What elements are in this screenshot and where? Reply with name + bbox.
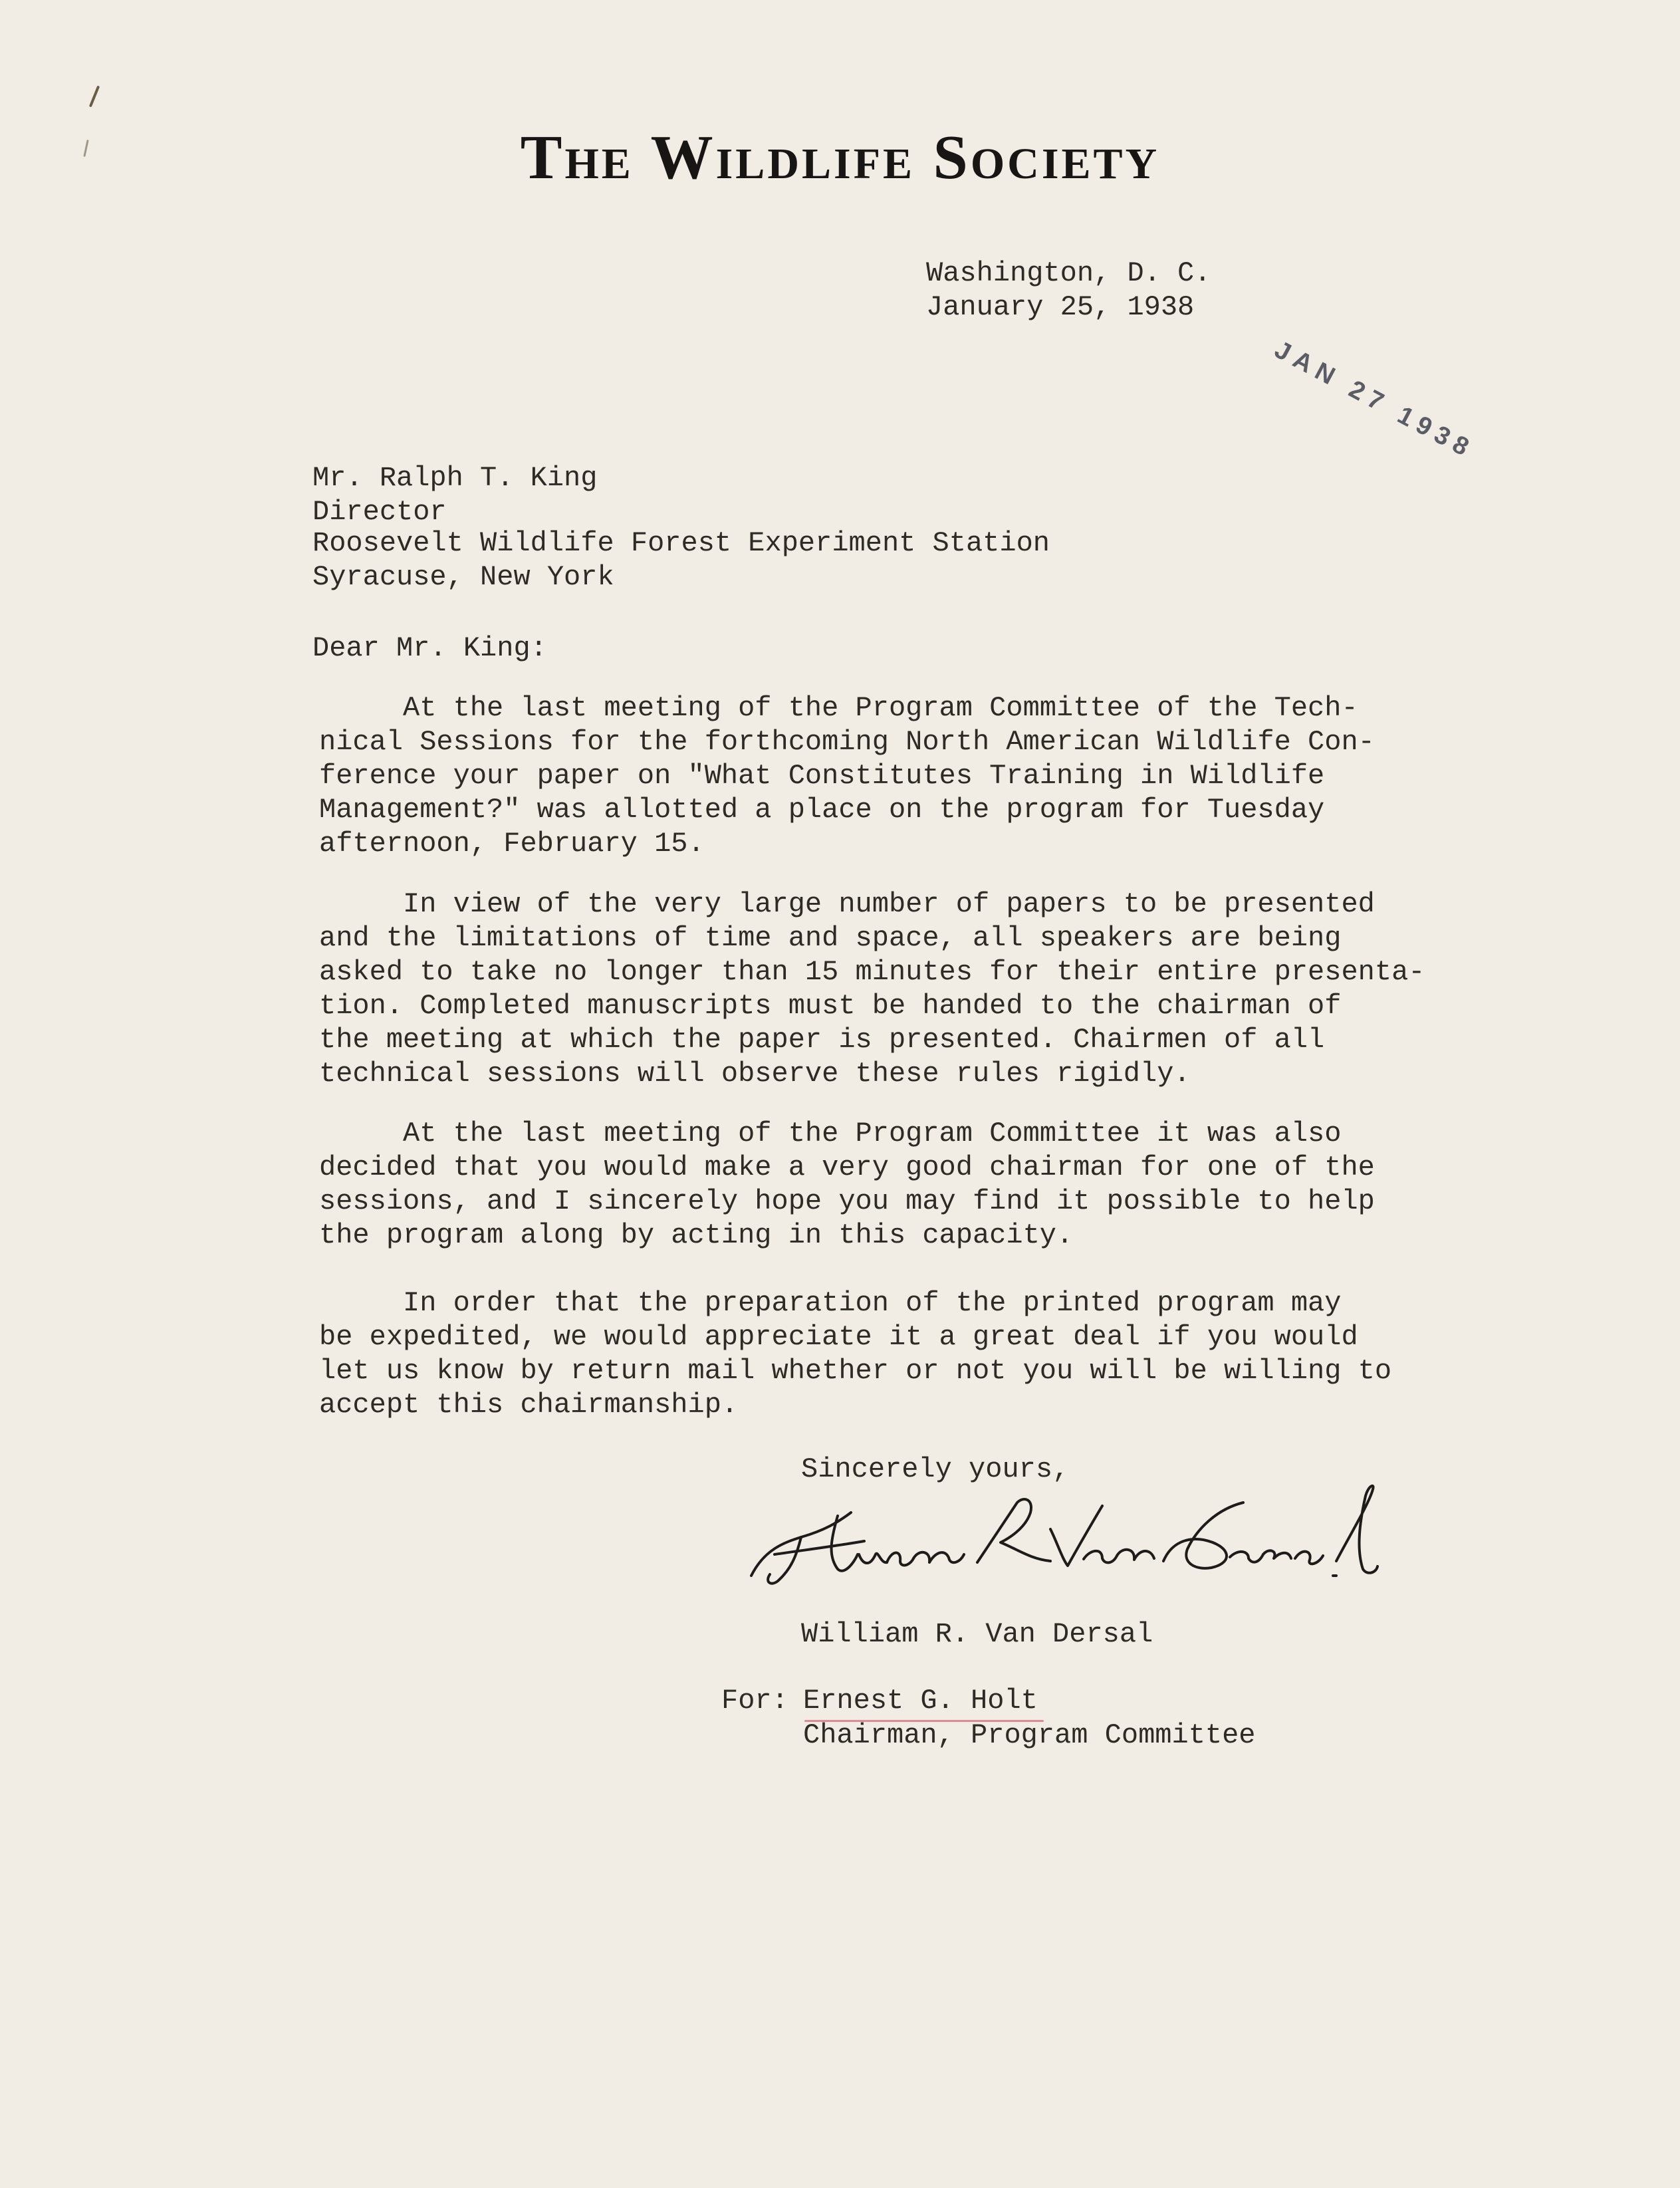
text-line: In view of the very large number of papers to be presented <box>319 888 1375 920</box>
text-line: nical Sessions for the forthcoming North American Wildlife Con- <box>319 726 1375 758</box>
dateline-place: Washington, D. C. <box>926 257 1211 289</box>
received-date-stamp: JAN 27 1938 <box>1270 336 1479 465</box>
text-line: let us know by return mail whether or not you will be willing to <box>319 1355 1392 1387</box>
body-paragraph-2 <box>319 888 1425 1091</box>
dateline-date: January 25, 1938 <box>926 291 1195 323</box>
recipient-organization: Roosevelt Wildlife Forest Experiment Station <box>312 527 1050 559</box>
text-line: Management?" was allotted a place on the program for Tuesday <box>319 794 1325 826</box>
text-line: the meeting at which the paper is presented. Chairmen of all <box>319 1024 1325 1056</box>
text-line: accept this chairmanship. <box>319 1389 739 1421</box>
for-name: Ernest G. Holt <box>803 1685 1038 1717</box>
text-line: asked to take no longer than 15 minutes for their entire presenta- <box>319 956 1425 988</box>
text-line: In order that the preparation of the printed program may <box>319 1287 1342 1319</box>
handwritten-signature <box>738 1476 1389 1602</box>
recipient-name: Mr. Ralph T. King <box>312 462 598 494</box>
for-title: Chairman, Program Committee <box>803 1719 1256 1751</box>
for-label: For: <box>721 1685 788 1717</box>
body-paragraph-1 <box>319 691 1375 861</box>
complimentary-close: Sincerely yours, <box>801 1453 1070 1485</box>
text-line: sessions, and I sincerely hope you may find it possible to help <box>319 1185 1375 1217</box>
text-line: At the last meeting of the Program Committee of the Tech- <box>319 692 1358 724</box>
text-line: afternoon, February 15. <box>319 828 705 860</box>
body-paragraph-4 <box>319 1286 1391 1422</box>
text-line: tion. Completed manuscripts must be handed to the chairman of <box>319 990 1342 1022</box>
text-line: the program along by acting in this capacity. <box>319 1219 1074 1251</box>
salutation: Dear Mr. King: <box>312 632 547 664</box>
recipient-city: Syracuse, New York <box>312 561 614 593</box>
text-line: technical sessions will observe these rules rigidly. <box>319 1058 1191 1090</box>
text-line: At the last meeting of the Program Committee it was also <box>319 1118 1342 1150</box>
text-line: and the limitations of time and space, all speakers are being <box>319 922 1342 954</box>
recipient-title: Director <box>312 496 447 528</box>
body-paragraph-3 <box>319 1117 1375 1253</box>
text-line: decided that you would make a very good chairman for one of the <box>319 1152 1375 1183</box>
letterhead-title: The Wildlife Society <box>520 123 1160 192</box>
text-line: ference your paper on "What Constitutes Training in Wildlife <box>319 760 1325 792</box>
margin-mark <box>89 85 100 107</box>
typed-signatory-name: William R. Van Dersal <box>801 1618 1153 1650</box>
text-line: be expedited, we would appreciate it a great deal if you would <box>319 1321 1358 1353</box>
